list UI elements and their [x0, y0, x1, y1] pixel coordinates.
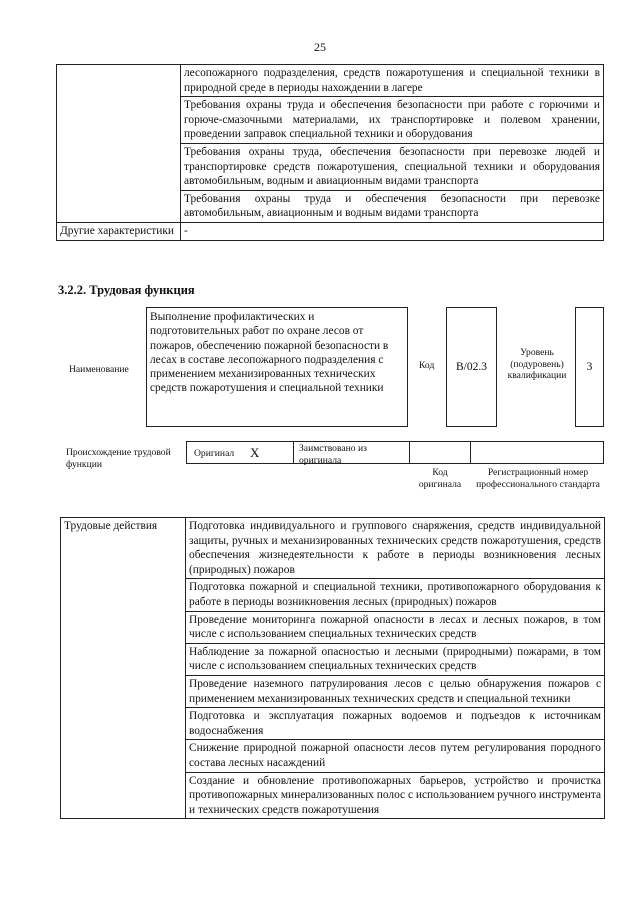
- table-cell: Подготовка и эксплуатация пожарных водоемов и подъездов к источникам водоснабжения: [186, 708, 605, 740]
- row-label-cell: Другие характеристики: [57, 222, 181, 240]
- level-label: Уровень (подуровень) квалификации: [507, 347, 567, 381]
- row-label-cell: Трудовые действия: [61, 518, 186, 819]
- table-cell: Требования охраны труда, обеспечения безопасности при перевозке людей и транспортировке средств пожаротушения, специальной техники и оборудования автомобильным, водным и авиационным видами транспорта: [181, 143, 604, 190]
- table-cell: Снижение природной пожарной опасности лесов путем регулирования породного состава лесных насаждений: [186, 740, 605, 772]
- borrowed-cell: [293, 441, 410, 464]
- borrowed-label: Заимствовано из оригинала: [299, 443, 367, 466]
- origin-label: Происхождение трудовой функции: [66, 447, 171, 470]
- original-mark: X: [250, 445, 260, 460]
- table-cell: Проведение мониторинга пожарной опасности в лесах и лесных пожаров, в том числе с использованием специальных технических средств: [186, 611, 605, 643]
- code-label: Код: [419, 360, 435, 371]
- table-cell: Подготовка пожарной и специальной техники, противопожарного оборудования к работе в периоды возникновения лесных (природных) пожаров: [186, 579, 605, 611]
- table-cell: Требования охраны труда и обеспечения безопасности при перевозке автомобильным, авиационным и водным видами транспорта: [181, 190, 604, 222]
- table-row: [57, 65, 604, 97]
- registration-number-cell: [470, 441, 604, 464]
- name-label: Наименование: [69, 364, 129, 375]
- table-cell: лесопожарного подразделения, средств пожаротушения и специальной техники в природной среде в периоды нахождении в лагере: [181, 65, 604, 97]
- row-label-cell: [57, 65, 181, 223]
- table-cell: -: [181, 222, 604, 240]
- original-code-cell: [409, 441, 471, 464]
- registration-caption: Регистрационный номер профессионального стандарта: [476, 467, 600, 490]
- function-code-value: B/02.3: [446, 307, 497, 427]
- function-name-value: Выполнение профилактических и подготовительных работ по охране лесов от пожаров, обеспечению пожарной безопасности в лесах в составе лесопожарного подразделения с применением механизированных технических средств пожаротушения и специальной техники: [146, 307, 408, 427]
- code-original-caption: Код оригинала: [418, 467, 462, 490]
- page-number: 25: [314, 40, 326, 54]
- table-cell: Требования охраны труда и обеспечения безопасности при работе с горючими и горюче-смазочными материалами, их транспортировке и полевом хранении, проведении заправок специальной техники и оборудования: [181, 97, 604, 144]
- table-cell: Создание и обновление противопожарных барьеров, устройство и прочистка противопожарных минерализованных полос с использованием ручного инструмента и технических средств пожаротушения: [186, 772, 605, 819]
- knowledge-table: [56, 64, 604, 241]
- table-cell: Наблюдение за пожарной опасностью и лесными (природными) пожарами, в том числе с использованием специальных технических средств: [186, 643, 605, 675]
- level-value: 3: [575, 307, 604, 427]
- table-cell: Проведение наземного патрулирования лесов с целью обнаружения пожаров с применением механизированных технических средств и специальной техники: [186, 675, 605, 707]
- table-row: [61, 518, 605, 579]
- labor-actions-table: [60, 517, 605, 819]
- original-label: Оригинал: [194, 448, 235, 459]
- original-cell: [186, 441, 294, 464]
- section-title: 3.2.2. Трудовая функция: [58, 283, 195, 297]
- table-row: [57, 222, 604, 240]
- table-cell: Подготовка индивидуального и группового снаряжения, средств индивидуальной защиты, ручных и механизированных технических средств пожаротушения, средств обеспечения жизнедеятельности к работе в периоды возникновения лесных (природных) пожаров: [186, 518, 605, 579]
